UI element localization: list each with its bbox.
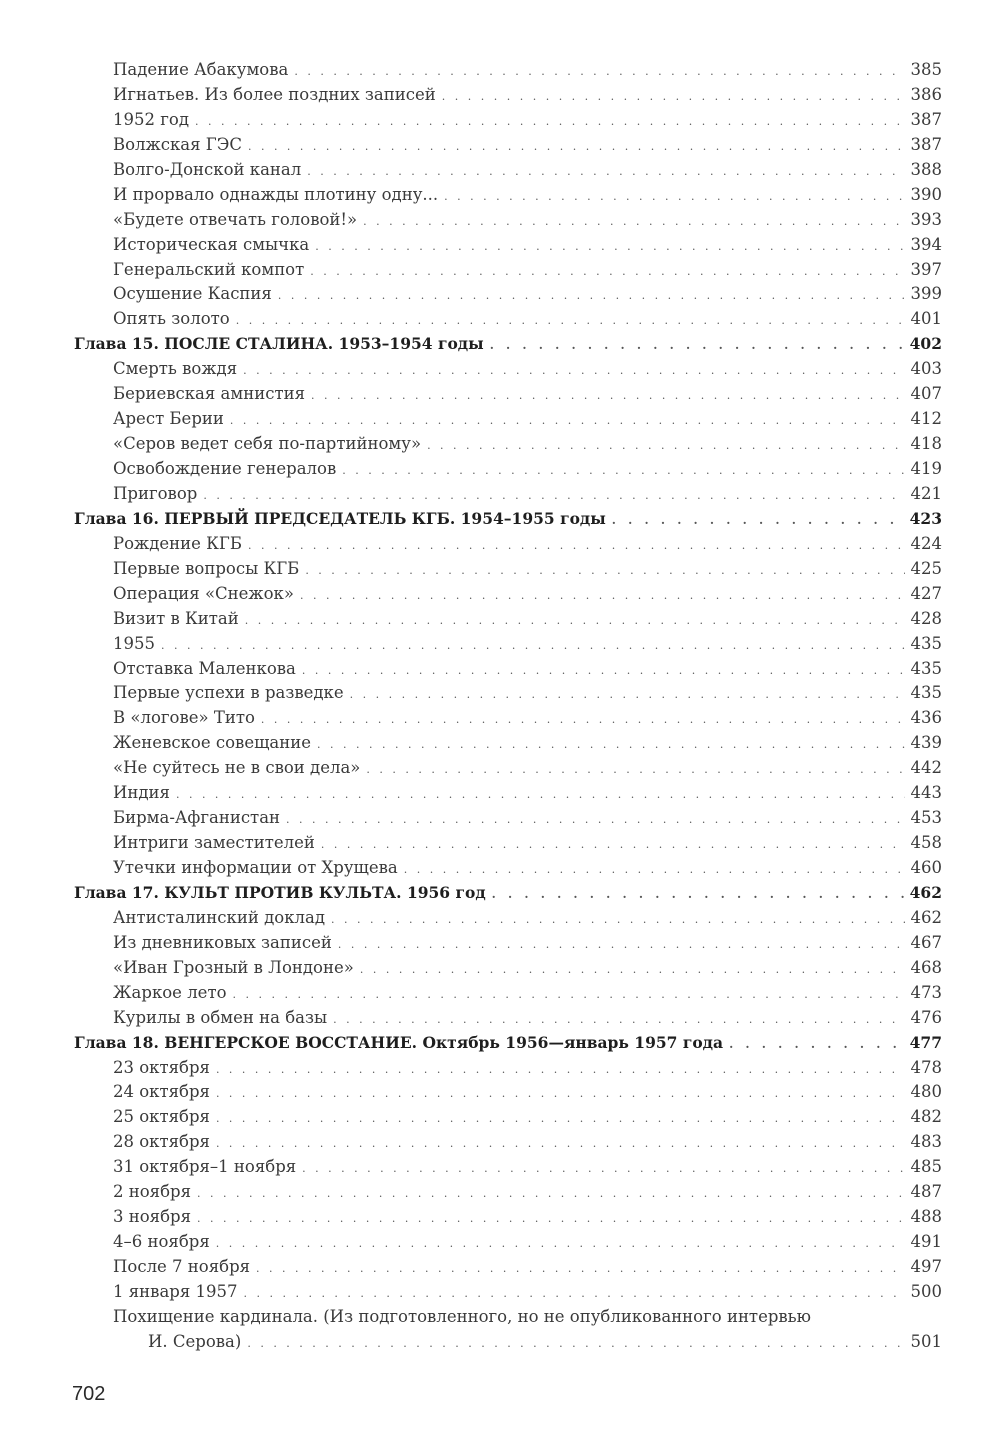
dot-leader: [321, 833, 905, 858]
dot-leader: [230, 409, 905, 434]
toc-entry: [74, 632, 942, 657]
toc-entry: [74, 1155, 942, 1180]
toc-entry-title: 25 октября: [113, 1107, 210, 1127]
toc-entry: [74, 357, 942, 382]
dot-leader: [216, 1058, 905, 1083]
dot-leader: [261, 708, 905, 733]
toc-entry-page: 385: [910, 60, 942, 79]
toc-entry-title: 24 октября: [113, 1082, 210, 1102]
toc-entry: [74, 1280, 942, 1305]
toc-entry-title: Волго-Донской канал: [113, 159, 302, 179]
toc-entry: [74, 1006, 942, 1031]
toc-entry: [74, 756, 942, 781]
toc-entry-page: 443: [910, 783, 942, 803]
toc-entry-page: 424: [910, 533, 942, 553]
dot-leader: [360, 958, 905, 983]
toc-entry-title: Антисталинский доклад: [113, 907, 325, 927]
toc-entry: [74, 607, 942, 632]
dot-leader: [216, 1132, 905, 1157]
dot-leader: [307, 160, 904, 185]
dot-leader: [243, 1282, 904, 1307]
toc-entry-title: Осушение Каспия: [113, 284, 272, 304]
toc-entry: [74, 282, 942, 307]
dot-leader: [331, 908, 905, 933]
toc-entry-page: 425: [910, 558, 942, 578]
dot-leader: [302, 659, 905, 684]
dot-leader: [243, 359, 904, 384]
toc-entry: [74, 133, 942, 158]
toc-entry-page: 480: [910, 1082, 942, 1102]
dot-leader: [216, 1107, 905, 1132]
toc-entry-page: 467: [910, 932, 942, 952]
dot-leader: [338, 933, 905, 958]
toc-entry-title: Волжская ГЭС: [113, 134, 242, 154]
dot-leader: [256, 1257, 904, 1282]
toc-entry-title: Операция «Снежок»: [113, 583, 294, 603]
dot-leader: [442, 85, 905, 110]
toc-entry-title: Жаркое лето: [113, 982, 227, 1002]
toc-entry-page: 401: [910, 309, 942, 329]
toc-entry-page: 435: [910, 633, 942, 653]
toc-entry-title: «Серов ведет себя по-партийному»: [113, 434, 422, 454]
toc-entry-title: «Будете отвечать головой!»: [113, 209, 358, 229]
toc-entry-page: 403: [910, 359, 942, 379]
toc-entry-title: «Не суйтесь не в свои дела»: [113, 758, 361, 778]
dot-leader: [363, 210, 904, 235]
toc-entry: [74, 407, 942, 432]
toc-entry-page: 436: [910, 708, 942, 728]
toc-entry: [74, 432, 942, 457]
toc-entry-page: 419: [910, 459, 942, 478]
toc-entry: [74, 731, 942, 756]
dot-leader: [195, 110, 905, 135]
toc-entry-title: Арест Берии: [113, 409, 224, 429]
toc-entry-page: 386: [910, 84, 942, 104]
toc-entry-title: 1 января 1957: [113, 1281, 238, 1301]
toc-entry-page: 428: [910, 608, 942, 628]
toc-entry-page: 500: [910, 1281, 942, 1301]
toc-entry-title: Отставка Маленкова: [113, 658, 296, 678]
dot-leader: [161, 634, 905, 659]
toc-entry-page: 478: [910, 1057, 942, 1077]
toc-entry: [74, 1255, 942, 1280]
toc-entry-title: Глава 15. ПОСЛЕ СТАЛИНА. 1953–1954 годы: [74, 334, 484, 354]
toc-entry-title: 4–6 ноября: [113, 1232, 210, 1252]
dot-leader: [404, 858, 905, 883]
toc-entry-page: 485: [910, 1157, 942, 1177]
toc-entry-page: 487: [910, 1182, 942, 1202]
toc-entry-title: 1952 год: [113, 109, 189, 129]
toc-entry-title: Бирма-Афганистан: [113, 808, 281, 828]
toc-entry-title: 1955: [113, 633, 155, 653]
dot-leader: [490, 333, 904, 358]
toc-entry: [74, 58, 942, 83]
toc-entry-title: Первые вопросы КГБ: [113, 558, 300, 578]
toc-entry-page: 418: [910, 434, 942, 454]
toc-chapter: [74, 332, 942, 357]
toc-entry-page: 394: [910, 234, 942, 254]
toc-chapter: [74, 1031, 942, 1056]
dot-leader: [248, 534, 905, 559]
toc-entry-title: 2 ноября: [113, 1182, 191, 1202]
toc-entry-title: 28 октября: [113, 1132, 210, 1152]
toc-entry-page: 462: [909, 882, 942, 902]
toc-entry-page: 390: [910, 184, 942, 204]
dot-leader: [311, 384, 905, 409]
toc-entry: [74, 1130, 942, 1155]
toc-entry-page: 488: [910, 1207, 942, 1227]
toc-entry-page: 388: [910, 159, 942, 179]
dot-leader: [333, 1008, 904, 1033]
toc-entry-title: И. Серова): [148, 1331, 242, 1351]
toc-entry: [74, 457, 942, 482]
toc-entry: [74, 831, 942, 856]
dot-leader: [248, 135, 905, 160]
toc-entry-title: Женевское совещание: [113, 733, 312, 753]
page-number: 702: [72, 1383, 106, 1405]
toc-entry-title: После 7 ноября: [113, 1257, 251, 1276]
toc-chapter: [74, 881, 942, 906]
toc-entry-page: 462: [910, 907, 942, 927]
dot-leader: [612, 508, 904, 533]
toc-entry-page: 397: [910, 259, 942, 279]
dot-leader: [492, 882, 904, 907]
toc-entry-title: Глава 16. ПЕРВЫЙ ПРЕДСЕДАТЕЛЬ КГБ. 1954–1955 годы: [74, 508, 606, 528]
toc-entry: [74, 856, 942, 881]
toc-entry: [74, 258, 942, 283]
toc-entry-page: 393: [910, 209, 942, 229]
toc-entry: [74, 1105, 942, 1130]
toc-entry: [74, 706, 942, 731]
toc-entry-page: 423: [909, 508, 942, 528]
toc-entry: [74, 1230, 942, 1255]
toc-entry: [74, 931, 942, 956]
dot-leader: [317, 733, 904, 758]
toc-entry-title: Приговор: [113, 483, 198, 503]
dot-leader: [310, 260, 904, 285]
toc-entry: [74, 158, 942, 183]
toc-entry: [74, 1080, 942, 1105]
toc-entry-page: 468: [910, 957, 942, 977]
toc-entry-title: Падение Абакумова: [113, 60, 289, 79]
toc-entry: [74, 557, 942, 582]
toc-entry-page: 473: [910, 982, 942, 1002]
toc-entry-title: Индия: [113, 783, 170, 803]
toc-entry-page: 427: [910, 583, 942, 603]
toc-entry: [74, 657, 942, 682]
dot-leader: [300, 584, 905, 609]
toc-entry: [74, 1180, 942, 1205]
toc-entry-title: Из дневниковых записей: [113, 932, 332, 952]
toc-entry-title: Смерть вождя: [113, 359, 238, 379]
dot-leader: [278, 284, 905, 309]
dot-leader: [197, 1207, 905, 1232]
toc-entry-page: 497: [910, 1257, 942, 1276]
dot-leader: [216, 1082, 905, 1107]
toc-entry-page: 460: [910, 858, 942, 877]
toc-entry: [74, 307, 942, 332]
toc-entry-title: 23 октября: [113, 1057, 210, 1077]
toc-entry: [74, 532, 942, 557]
toc-entry: [74, 781, 942, 806]
toc-entry-title: Бериевская амнистия: [113, 384, 305, 404]
toc-entry: [74, 208, 942, 233]
toc-entry-page: 483: [910, 1132, 942, 1152]
dot-leader: [216, 1232, 905, 1257]
dot-leader: [350, 683, 905, 708]
table-of-contents: [74, 58, 942, 1355]
dot-leader: [197, 1182, 905, 1207]
toc-entry: [74, 1330, 942, 1355]
toc-entry-page: 435: [910, 683, 942, 703]
dot-leader: [176, 783, 905, 808]
toc-entry-page: 477: [909, 1032, 942, 1052]
toc-chapter: [74, 507, 942, 532]
toc-entry-page: 439: [910, 733, 942, 753]
toc-entry: [74, 981, 942, 1006]
toc-entry-page: 387: [910, 109, 942, 129]
dot-leader: [342, 459, 904, 484]
toc-entry-title: Утечки информации от Хрущева: [113, 858, 398, 877]
toc-entry-page: 476: [910, 1007, 942, 1027]
dot-leader: [444, 185, 904, 210]
toc-entry-title: Глава 18. ВЕНГЕРСКОЕ ВОССТАНИЕ. Октябрь 1956—январь 1957 года: [74, 1032, 724, 1052]
toc-entry-title: 3 ноября: [113, 1207, 191, 1227]
dot-leader: [315, 235, 904, 260]
toc-entry-title: Рождение КГБ: [113, 533, 242, 553]
toc-entry: [74, 108, 942, 133]
toc-entry-title: Первые успехи в разведке: [113, 683, 344, 703]
toc-entry: [74, 183, 942, 208]
toc-entry-title: Глава 17. КУЛЬТ ПРОТИВ КУЛЬТА. 1956 год: [74, 882, 486, 902]
dot-leader: [286, 808, 904, 833]
toc-entry: [74, 482, 942, 507]
toc-entry-title: Историческая смычка: [113, 234, 310, 254]
toc-entry-page: 412: [910, 409, 942, 429]
toc-entry-page: 399: [910, 284, 942, 304]
toc-entry-page: 402: [909, 334, 942, 354]
toc-entry-title: «Иван Грозный в Лондоне»: [113, 957, 354, 977]
dot-leader: [247, 1332, 904, 1357]
toc-entry-title: Курилы в обмен на базы: [113, 1007, 328, 1027]
toc-entry-title: И прорвало однажды плотину одну...: [113, 184, 439, 204]
toc-entry-title: В «логове» Тито: [113, 708, 255, 728]
toc-entry-page: 407: [910, 384, 942, 404]
toc-entry: [74, 806, 942, 831]
dot-leader: [233, 983, 905, 1008]
toc-entry: [74, 906, 942, 931]
dot-leader: [427, 434, 904, 459]
toc-entry-page: 421: [910, 483, 942, 503]
dot-leader: [729, 1032, 904, 1057]
toc-entry: [74, 1205, 942, 1230]
toc-entry-title: 31 октября–1 ноября: [113, 1157, 297, 1177]
dot-leader: [302, 1157, 904, 1182]
toc-entry-title: Игнатьев. Из более поздних записей: [113, 84, 436, 104]
dot-leader: [305, 559, 904, 584]
toc-entry-page: 491: [910, 1232, 942, 1252]
dot-leader: [245, 609, 905, 634]
dot-leader: [294, 60, 904, 85]
toc-entry: [74, 956, 942, 981]
toc-entry-title: Визит в Китай: [113, 608, 239, 628]
toc-entry-page: 482: [910, 1107, 942, 1127]
toc-entry-page: 453: [910, 808, 942, 828]
toc-entry-title: Генеральский компот: [113, 259, 305, 279]
toc-entry-page: 387: [910, 134, 942, 154]
toc-entry-page: 501: [910, 1331, 942, 1351]
dot-leader: [236, 309, 905, 334]
toc-entry-page: 458: [910, 833, 942, 853]
toc-entry: [74, 83, 942, 108]
toc-entry-page: 435: [910, 658, 942, 678]
dot-leader: [203, 484, 904, 509]
toc-entry-title: Освобождение генералов: [113, 459, 337, 478]
toc-entry: [74, 681, 942, 706]
toc-entry: [74, 233, 942, 258]
toc-entry-line: Похищение кардинала. (Из подготовленного, но не опубликованного интервью: [113, 1306, 812, 1326]
dot-leader: [366, 758, 904, 783]
toc-entry: [74, 382, 942, 407]
toc-entry-page: 442: [910, 758, 942, 778]
toc-entry: [74, 1056, 942, 1081]
toc-entry-title: Интриги заместителей: [113, 833, 315, 853]
toc-entry-title: Опять золото: [113, 309, 230, 329]
toc-entry: [74, 582, 942, 607]
